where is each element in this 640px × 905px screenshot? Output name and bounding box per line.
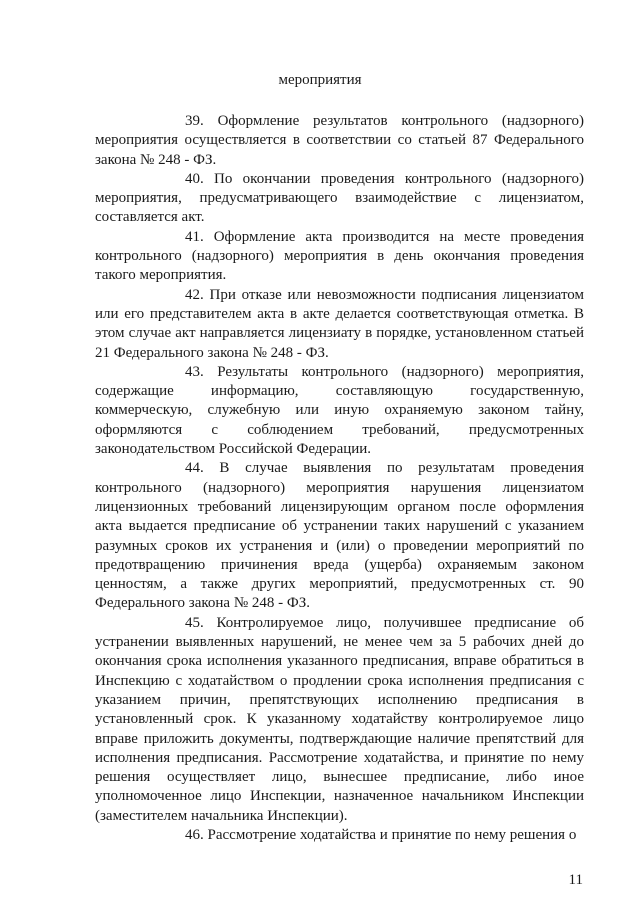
continuation-header: мероприятия	[278, 72, 362, 88]
document-body	[95, 112, 584, 845]
paragraph-45	[95, 614, 584, 826]
paragraph-number: 45.	[185, 614, 204, 631]
paragraph-41	[95, 228, 584, 286]
page-number: 11	[568, 872, 583, 888]
paragraph-46	[95, 826, 584, 845]
paragraph-42	[95, 286, 584, 363]
paragraph-number: 41.	[185, 228, 204, 245]
paragraph-text: По окончании проведения контрольного (надзорного) мероприятия, предусматривающего взаимодействие с лицензиатом, составляется акт.	[95, 170, 584, 226]
paragraph-40	[95, 170, 584, 228]
paragraph-44	[95, 459, 584, 613]
paragraph-number: 42.	[185, 286, 204, 303]
paragraph-text: Рассмотрение ходатайства и принятие по нему решения о	[207, 826, 577, 843]
paragraph-39	[95, 112, 584, 170]
paragraph-number: 44.	[185, 460, 204, 477]
paragraph-text: Контролируемое лицо, получившее предписание об устранении выявленных нарушений, не менее чем за 5 рабочих дней до окончания срока исполнения указанного предписания, вправе обратиться в Инспекцию с ходатайством о продлении срока исполнения предписания с указанием причин, препятствующих исполнению предписания в установленный срок. К указанному ходатайству контролируемое лицо вправе приложить документы, подтверждающие наличие препятствий для исполнения предписания. Рассмотрение ходатайства, и принятие по нему решения осуществляет лицо, вынесшее предписание, либо иное уполномоченное лицо Инспекции, назначенное начальником Инспекции (заместителем начальника Инспекции).	[95, 614, 584, 824]
paragraph-number: 40.	[185, 170, 204, 187]
paragraph-text: При отказе или невозможности подписания лицензиатом или его представителем акта в акте делается соответствующая отметка. В этом случае акт направляется лицензиату в порядке, установленном статьей 21 Федерального закона № 248 - ФЗ.	[95, 286, 585, 361]
paragraph-text: Результаты контрольного (надзорного) мероприятия, содержащие информацию, составляющую государственную, коммерческую, служебную или иную охраняемую законом тайну, оформляются с соблюдением требований, предусмотренных законодательством Российской Федерации.	[95, 363, 585, 458]
paragraph-43	[95, 363, 584, 459]
paragraph-text: В случае выявления по результатам проведения контрольного (надзорного) мероприятия нарушения лицензиатом лицензионных требований лицензирующим органом после оформления акта выдается предписание об устранении таких нарушений с указанием разумных сроков их устранения и (или) о проведении мероприятий по предотвращению причинения вреда (ущерба) охраняемым законом ценностям, а также других мероприятий, предусмотренных ст. 90 Федерального закона № 248 - ФЗ.	[95, 460, 585, 612]
paragraph-number: 43.	[185, 363, 204, 380]
paragraph-number: 39.	[185, 113, 204, 129]
paragraph-text: Оформление результатов контрольного (надзорного) мероприятия осуществляется в соответствии со статьей 87 Федерального закона № 248 - ФЗ.	[95, 113, 585, 168]
paragraph-number: 46.	[185, 826, 204, 843]
paragraph-text: Оформление акта производится на месте проведения контрольного (надзорного) мероприятия в день окончания проведения такого мероприятия.	[95, 228, 585, 284]
